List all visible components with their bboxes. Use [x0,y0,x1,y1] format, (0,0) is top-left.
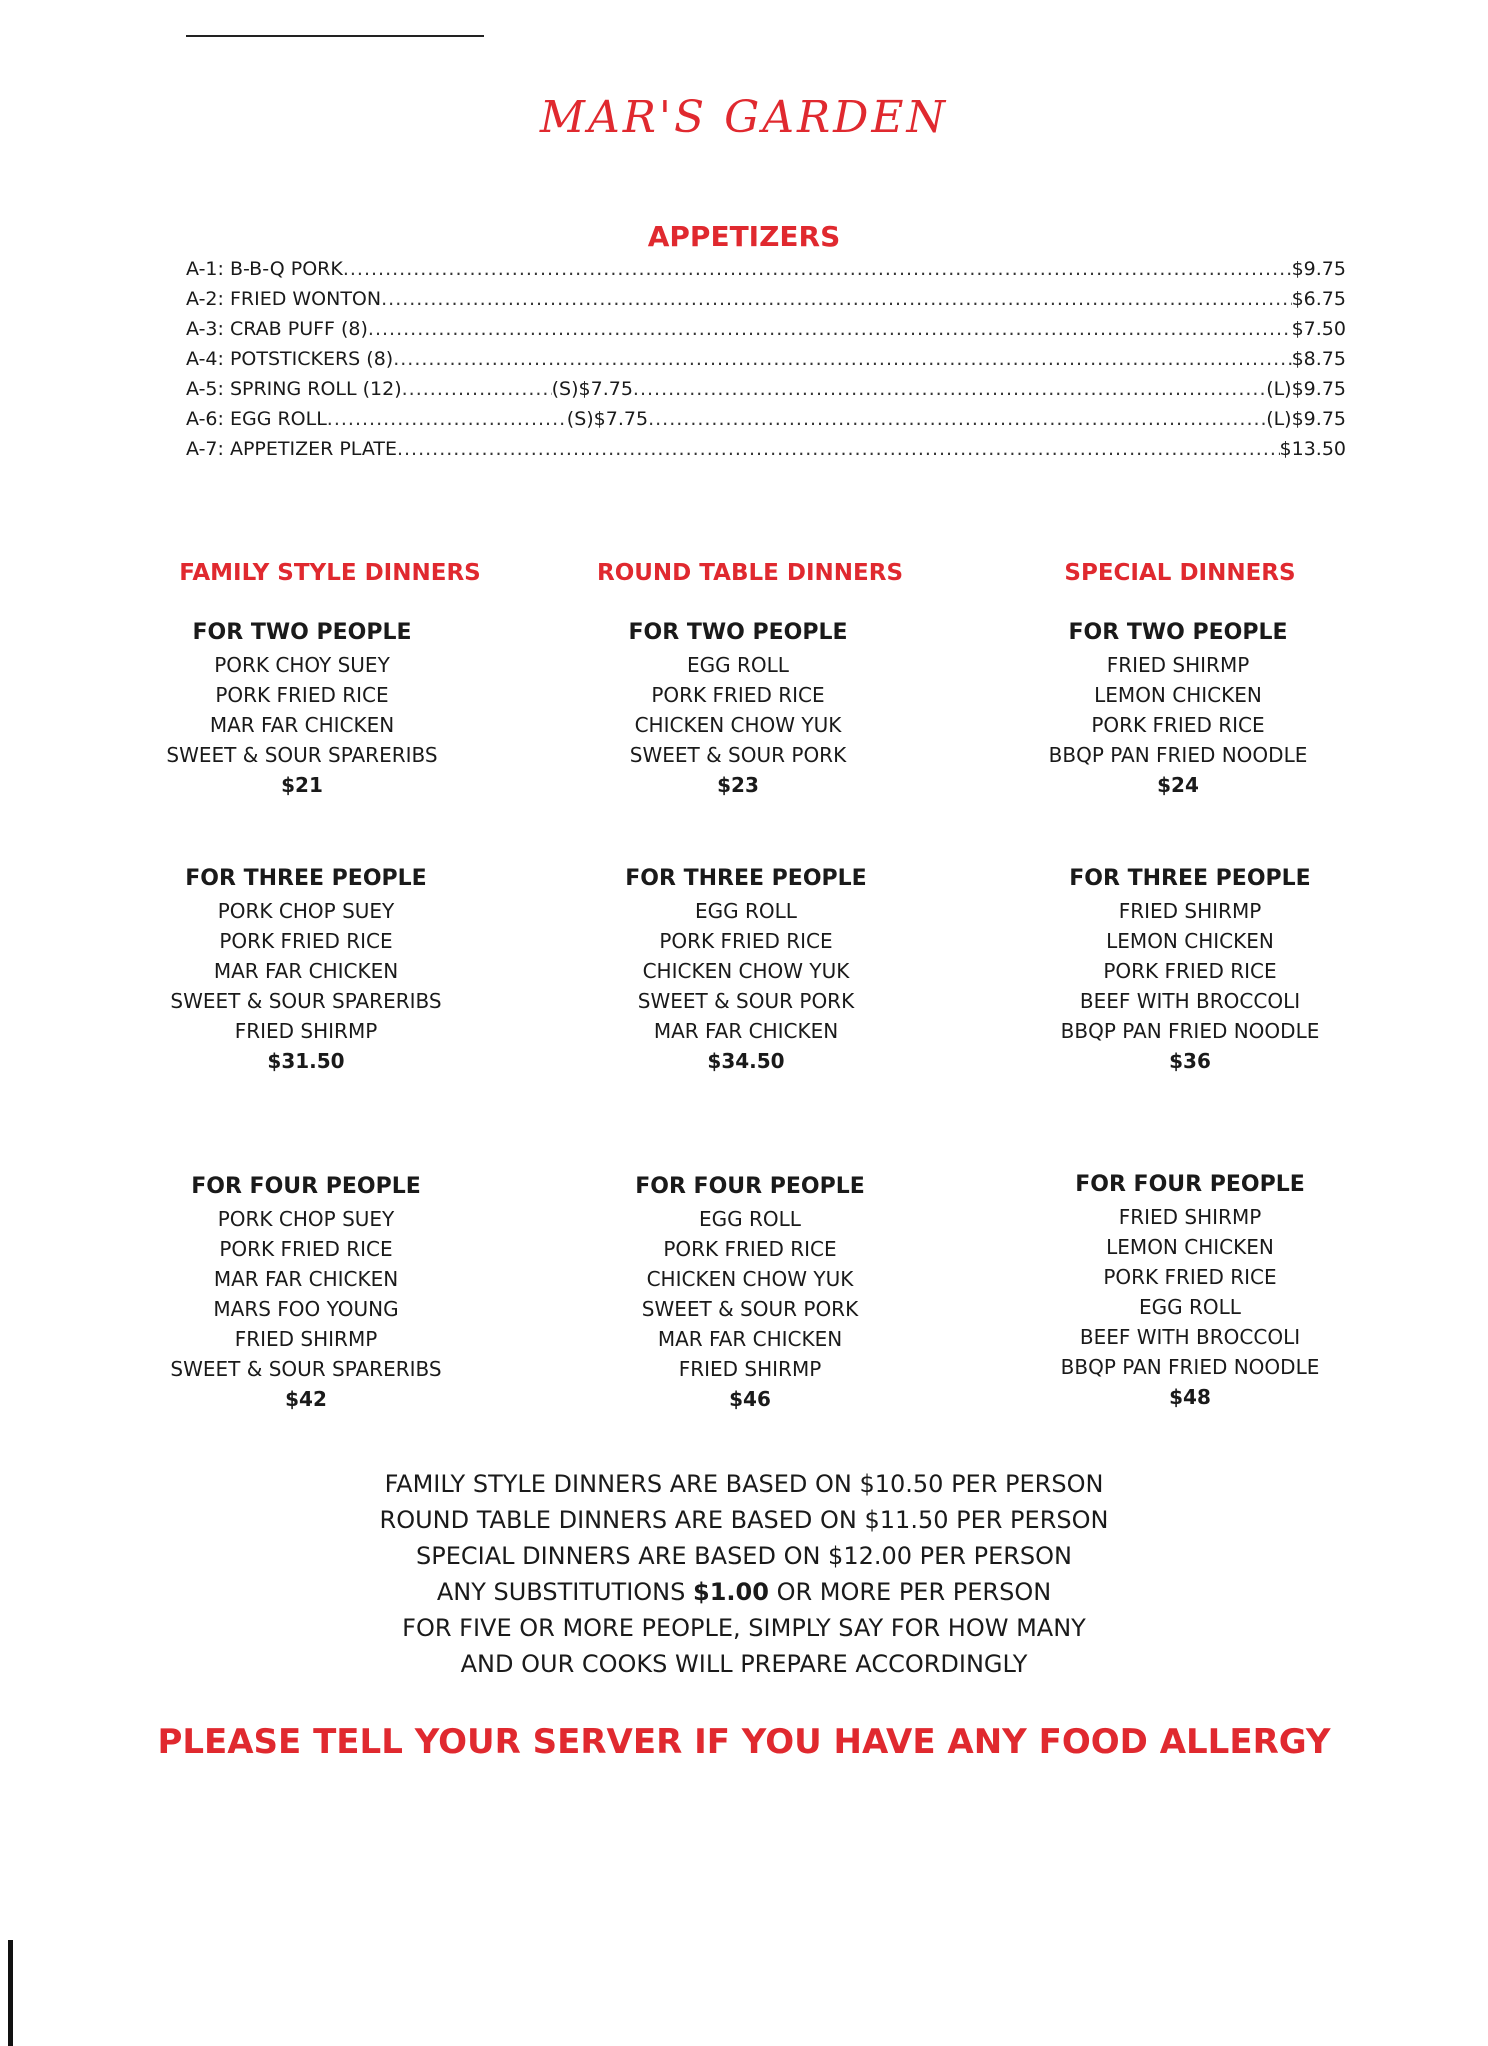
family-three-block [126,866,486,1076]
leader-dots [397,438,1280,460]
restaurant-name: MAR'S GARDEN [539,92,949,143]
block-heading: FOR THREE PEOPLE [625,866,867,891]
menu-item: MAR FAR CHICKEN [653,1019,839,1043]
menu-item: SWEET & SOUR PORK [629,743,847,767]
note-line: AND OUR COOKS WILL PREPARE ACCORDINGLY [460,1650,1028,1678]
block-heading: FOR TWO PEOPLE [628,620,848,645]
note-line: SPECIAL DINNERS ARE BASED ON $12.00 PER PERSON [416,1542,1072,1570]
menu-item: CHICKEN CHOW YUK [646,1267,854,1291]
menu-item: EGG ROLL [1139,1295,1241,1319]
round-two-block [558,620,918,800]
note-line [0,1574,1488,1610]
substitution-price: $1.00 [693,1578,769,1606]
note-line: ROUND TABLE DINNERS ARE BASED ON $11.50 PER PERSON [379,1506,1109,1534]
leader-dots [368,318,1292,340]
menu-item: PORK FRIED RICE [1091,713,1265,737]
menu-item: BBQP PAN FRIED NOODLE [1060,1019,1320,1043]
appetizers-list [186,258,1346,468]
item-price: (L)$9.75 [1266,378,1346,400]
block-price: $36 [1169,1049,1211,1073]
list-item [186,348,1346,378]
block-heading: FOR TWO PEOPLE [1068,620,1288,645]
menu-item: FRIED SHIRMP [234,1327,378,1351]
menu-item: PORK FRIED RICE [1103,1265,1277,1289]
list-item [186,438,1346,468]
leader-dots [648,408,1266,430]
item-name: A-2: FRIED WONTON [186,288,382,310]
special-dinners-title: SPECIAL DINNERS [1064,560,1296,586]
block-heading: FOR FOUR PEOPLE [1075,1172,1305,1197]
item-name: A-3: CRAB PUFF (8) [186,318,368,340]
menu-item: PORK FRIED RICE [215,683,389,707]
menu-item: LEMON CHICKEN [1094,683,1262,707]
leader-dots [381,288,1291,310]
menu-item: MARS FOO YOUNG [213,1297,399,1321]
menu-item: BEEF WITH BROCCOLI [1079,989,1301,1013]
menu-item: SWEET & SOUR SPARERIBS [170,1357,442,1381]
list-item [186,318,1346,348]
appetizers-title: APPETIZERS [647,220,841,253]
menu-item: CHICKEN CHOW YUK [642,959,850,983]
block-price: $21 [281,773,323,797]
leader-dots [633,378,1266,400]
menu-item: FRIED SHIRMP [1118,1205,1262,1229]
top-divider [186,35,484,37]
item-price: $7.50 [1291,318,1346,340]
menu-item: CHICKEN CHOW YUK [634,713,842,737]
pricing-notes [0,1466,1488,1682]
menu-item: MAR FAR CHICKEN [213,1267,399,1291]
item-name: A-5: SPRING ROLL (12) [186,378,402,400]
menu-item: SWEET & SOUR PORK [637,989,855,1013]
list-item [186,258,1346,288]
block-heading: FOR FOUR PEOPLE [191,1174,421,1199]
round-table-title: ROUND TABLE DINNERS [596,560,904,586]
menu-item: FRIED SHIRMP [678,1357,822,1381]
item-name: A-1: B-B-Q PORK [186,258,343,280]
menu-item: FRIED SHIRMP [234,1019,378,1043]
note-line: FOR FIVE OR MORE PEOPLE, SIMPLY SAY FOR HOW MANY [402,1614,1086,1642]
menu-item: SWEET & SOUR SPARERIBS [170,989,442,1013]
block-heading: FOR TWO PEOPLE [192,620,412,645]
menu-item: PORK CHOY SUEY [214,653,390,677]
special-two-block [998,620,1358,800]
list-item [186,408,1346,438]
menu-item: LEMON CHICKEN [1106,1235,1274,1259]
menu-item: EGG ROLL [687,653,789,677]
allergy-notice: PLEASE TELL YOUR SERVER IF YOU HAVE ANY FOOD ALLERGY [157,1722,1331,1762]
menu-item: PORK FRIED RICE [1103,959,1277,983]
menu-item: PORK CHOP SUEY [217,899,395,923]
block-heading: FOR THREE PEOPLE [185,866,427,891]
leader-dots [327,408,567,430]
item-name: A-7: APPETIZER PLATE [186,438,397,460]
item-name: A-4: POTSTICKERS (8) [186,348,394,370]
item-price: $8.75 [1291,348,1346,370]
note-line: FAMILY STYLE DINNERS ARE BASED ON $10.50 PER PERSON [384,1470,1104,1498]
block-price: $23 [717,773,759,797]
block-heading: FOR THREE PEOPLE [1069,866,1311,891]
list-item [186,288,1346,318]
round-four-block [570,1174,930,1414]
item-price: $13.50 [1279,438,1346,460]
special-three-block [1010,866,1370,1076]
family-four-block [126,1174,486,1414]
menu-item: PORK FRIED RICE [219,929,393,953]
menu-item: PORK FRIED RICE [219,1237,393,1261]
menu-item: BEEF WITH BROCCOLI [1079,1325,1301,1349]
leader-dots [393,348,1291,370]
item-price: $6.75 [1291,288,1346,310]
block-price: $46 [729,1387,771,1411]
menu-item: PORK CHOP SUEY [217,1207,395,1231]
menu-item: MAR FAR CHICKEN [657,1327,843,1351]
menu-item: SWEET & SOUR PORK [641,1297,859,1321]
menu-item: FRIED SHIRMP [1106,653,1250,677]
block-price: $42 [285,1387,327,1411]
menu-item: MAR FAR CHICKEN [213,959,399,983]
leader-dots [402,378,552,400]
menu-item: PORK FRIED RICE [663,1237,837,1261]
menu-item: BBQP PAN FRIED NOODLE [1060,1355,1320,1379]
special-four-block [1010,1172,1370,1412]
menu-item: LEMON CHICKEN [1106,929,1274,953]
family-two-block [122,620,482,800]
menu-item: EGG ROLL [695,899,797,923]
menu-item: PORK FRIED RICE [651,683,825,707]
menu-item: BBQP PAN FRIED NOODLE [1048,743,1308,767]
menu-item: MAR FAR CHICKEN [209,713,395,737]
note-text: OR MORE PER PERSON [776,1578,1052,1606]
menu-item: EGG ROLL [699,1207,801,1231]
item-name: A-6: EGG ROLL [186,408,327,430]
item-price: (L)$9.75 [1266,408,1346,430]
round-three-block [566,866,926,1076]
block-price: $31.50 [267,1049,345,1073]
block-price: $34.50 [707,1049,785,1073]
block-heading: FOR FOUR PEOPLE [635,1174,865,1199]
item-price: $9.75 [1291,258,1346,280]
scan-edge-mark [8,1940,13,2046]
menu-item: PORK FRIED RICE [659,929,833,953]
family-style-title: FAMILY STYLE DINNERS [179,560,481,586]
block-price: $24 [1157,773,1199,797]
block-price: $48 [1169,1385,1211,1409]
small-price: (S)$7.75 [551,378,633,400]
note-text: ANY SUBSTITUTIONS [436,1578,686,1606]
menu-item: FRIED SHIRMP [1118,899,1262,923]
list-item [186,378,1346,408]
menu-item: SWEET & SOUR SPARERIBS [166,743,438,767]
leader-dots [343,258,1292,280]
small-price: (S)$7.75 [566,408,649,430]
